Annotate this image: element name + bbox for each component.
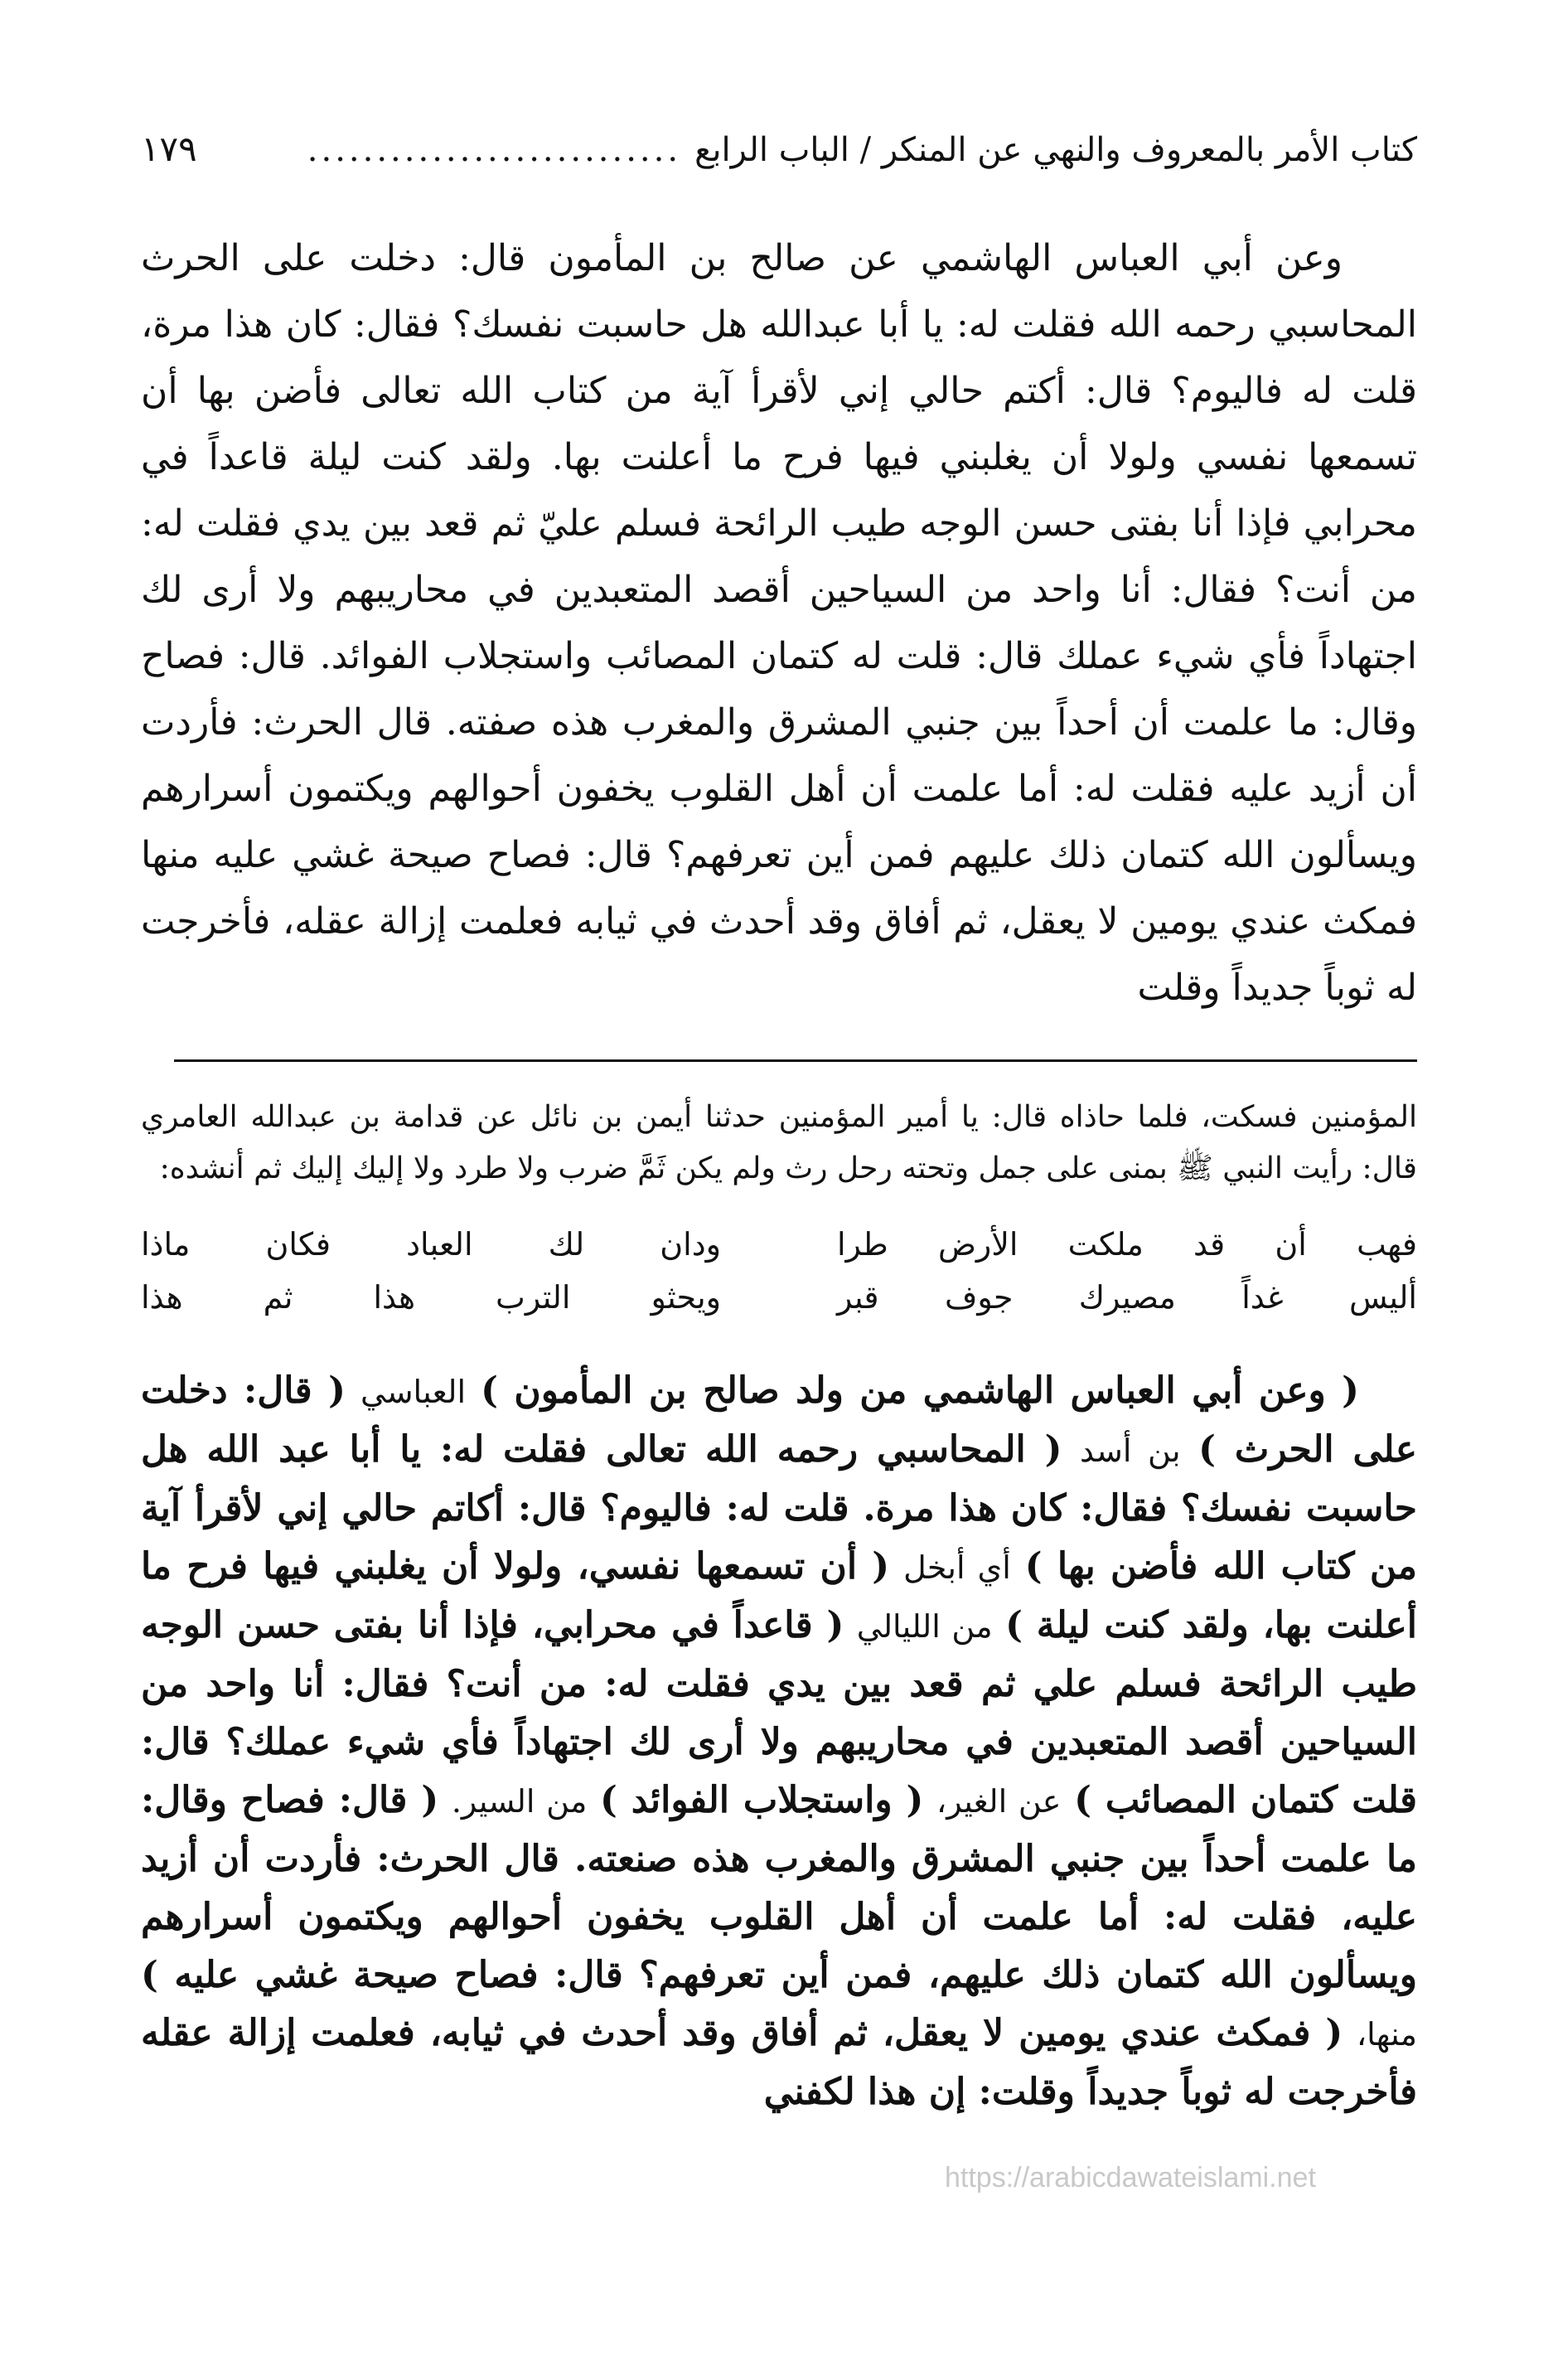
commentary-matn: ( المحاسبي رحمه الله تعالى فقلت له: يا أبا عبد الله هل حاسبت نفسك؟ فقال: كان هذا مرة. قلت له: فاليوم؟ قال: أكاتم حالي إني لأقرأ آية من كتاب الله فأضن بها ) [141,1428,1418,1587]
running-title: كتاب الأمر بالمعروف والنهي عن المنكر / الباب الرابع [694,131,1417,169]
commentary-matn: ( فمكث عندي يومين لا يعقل، ثم أفاق وقد أحدث في ثيابه، فعلمت إزالة عقله فأخرجت له ثوباً جديداً وقلت: إن هذا لكفني [141,2012,1417,2113]
source-watermark: https://arabicdawateislami.net [945,2162,1316,2193]
poem-hemistich-second: ويحثو الترب هذا ثم هذا [141,1279,721,1316]
commentary-matn: ( قال: دخلت على الحرث ) [141,1369,1417,1471]
commentary-gloss: عن الغير، [936,1783,1062,1820]
commentary-paragraph [141,1362,1417,2121]
commentary-matn: ( قال: فصاح وقال: ما علمت أحداً بين جنبي المشرق والمغرب هذه صنعته. قال الحرث: فأردت أن أزيد عليه، فقلت له: أما علمت أن أهل القلوب يخفون أحوالهم ويكتمون أسرارهم ويسألون الله كتمان ذلك عليهم، فمن أين تعرفهم؟ قال: فصاح صيحة غشي عليه ) [141,1779,1417,1996]
footnote-paragraph: المؤمنين فسكت، فلما حاذاه قال: يا أمير المؤمنين حدثنا أيمن بن نائل عن قدامة بن عبدالله العامري قال: رأيت النبي ﷺ بمنى على جمل وتحته رحل رث ولم يكن ثَمَّ ضرب ولا طرد ولا إليك إليك ثم أنشده: [141,1100,1417,1185]
main-paragraph: وعن أبي العباس الهاشمي عن صالح بن المأمون قال: دخلت على الحرث المحاسبي رحمه الله فقلت له: يا أبا عبدالله هل حاسبت نفسك؟ فقال: كان هذا مرة، قلت له فاليوم؟ قال: أكتم حالي إني لأقرأ آية من كتاب الله تعالى فأضن بها أن تسمعها نفسي ولولا أن يغلبني فيها فرح ما أعلنت بها. ولقد كنت ليلة قاعداً في محرابي فإذا أنا بفتى حسن الوجه طيب الرائحة فسلم عليّ ثم قعد بين يدي فقلت له: من أنت؟ فقال: أنا واحد من السياحين أقصد المتعبدين في محاريبهم ولا أرى لك اجتهاداً فأي شيء عملك قال: قلت له كتمان المصائب واستجلاب الفوائد. قال: فصاح وقال: ما علمت أن أحداً بين جنبي المشرق والمغرب هذه صفته. قال الحرث: فأردت أن أزيد عليه فقلت له: أما علمت أن أهل القلوب يخفون أحوالهم ويكتمون أسرارهم ويسألون الله كتمان ذلك عليهم فمن أين تعرفهم؟ قال: فصاح صيحة غشي عليه منها فمكث عندي يومين لا يعقل، ثم أفاق وقد أحدث في ثيابه فعلمت إزالة عقله، فأخرجت له ثوباً جديداً وقلت [141,237,1418,1009]
commentary-gloss: من الليالي [856,1608,993,1645]
commentary-matn: ( قاعداً في محرابي، فإذا أنا بفتى حسن الوجه طيب الرائحة فسلم علي ثم قعد بين يدي فقلت له: من أنت؟ فقال: أنا واحد من السياحين أقصد المتعبدين في محاريبهم ولا أرى لك اجتهاداً فأي شيء عملك؟ قال: قلت كتمان المصائب ) [141,1604,1418,1821]
page-header [141,124,1417,182]
commentary-matn: ( واستجلاب الفوائد ) [600,1779,924,1821]
main-text [141,225,1417,1021]
poem-hemistich-first: فهب أن قد ملكت الأرض طرا [837,1226,1417,1263]
commentary [141,1362,1417,2121]
footnote-separator [174,1059,1417,1062]
commentary-gloss: أي أبخل [903,1549,1011,1586]
commentary-gloss: من السير. [451,1783,588,1820]
footnote [141,1092,1417,1195]
leader-dots: ........................... [307,131,682,169]
poem-hemistich-first: أليس غداً مصيرك جوف قبر [837,1279,1417,1316]
book-page [141,124,1417,2121]
poem-hemistich-second: ودان لك العباد فكان ماذا [141,1226,721,1263]
commentary-gloss: منها، [1356,2016,1417,2053]
poem [141,1218,1417,1324]
commentary-matn: ( أن تسمعها نفسي، ولولا أن يغلبني فيها فرح ما أعلنت بها، ولقد كنت ليلة ) [141,1545,1417,1646]
poem-verse [141,1218,1417,1271]
page-number: ١٧٩ [141,128,197,169]
commentary-gloss: بن أسد [1080,1432,1181,1469]
poem-verse [141,1271,1417,1324]
commentary-matn: ( وعن أبي العباس الهاشمي من ولد صالح بن المأمون ) [481,1369,1359,1412]
commentary-gloss: العباسي [360,1374,467,1410]
